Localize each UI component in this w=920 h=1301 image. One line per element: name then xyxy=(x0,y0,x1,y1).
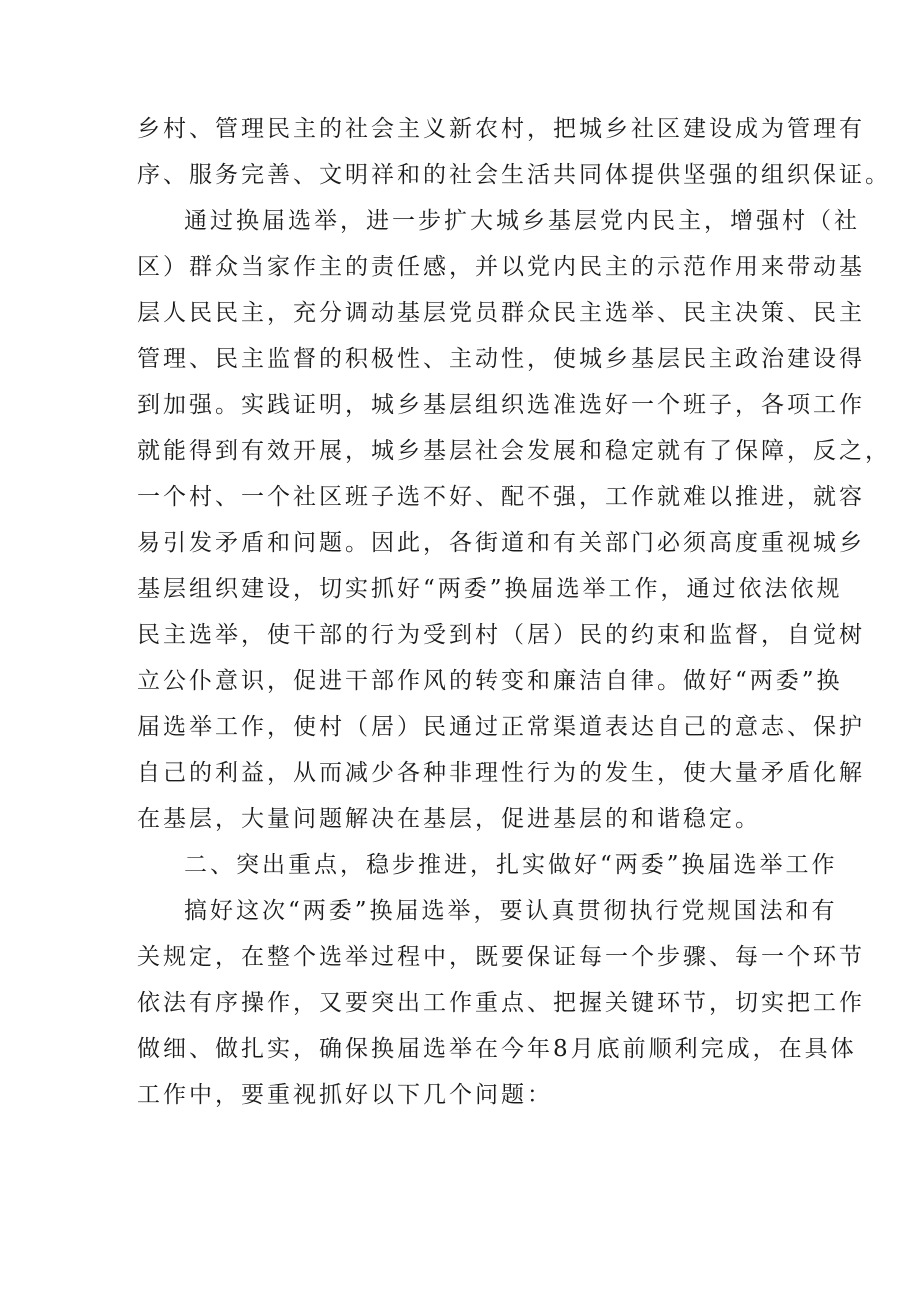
text-line: 基层组织建设，切实抓好“两委”换届选举工作，通过依法依规 xyxy=(137,576,843,602)
paragraph-start-line: 通过换届选举，进一步扩大城乡基层党内民主，增强村（社 xyxy=(184,208,860,234)
body-text xyxy=(137,106,891,1118)
text-line: 关规定，在整个选举过程中，既要保证每一个步骤、每一个环节 xyxy=(137,944,865,970)
text-line: 到加强。实践证明，城乡基层组织选准选好一个班子，各项工作 xyxy=(137,392,865,418)
paragraph-start-line: 搞好这次“两委”换届选举，要认真贯彻执行党规国法和有 xyxy=(184,898,838,924)
text-line: 区）群众当家作主的责任感，并以党内民主的示范作用来带动基 xyxy=(137,254,865,280)
text-line: 就能得到有效开展，城乡基层社会发展和稳定就有了保障，反之， xyxy=(137,438,891,464)
text-line: 自己的利益，从而减少各种非理性行为的发生，使大量矛盾化解 xyxy=(137,760,865,786)
text-line: 在基层，大量问题解决在基层，促进基层的和谐稳定。 xyxy=(137,806,761,832)
text-line: 做细、做扎实，确保换届选举在今年8月底前顺利完成，在具体 xyxy=(137,1036,857,1062)
text-line: 管理、民主监督的积极性、主动性，使城乡基层民主政治建设得 xyxy=(137,346,865,372)
text-line: 立公仆意识，促进干部作风的转变和廉洁自律。做好“两委”换 xyxy=(137,668,843,694)
text-line: 一个村、一个社区班子选不好、配不强，工作就难以推进，就容 xyxy=(137,484,865,510)
text-line: 乡村、管理民主的社会主义新农村，把城乡社区建设成为管理有 xyxy=(137,116,865,142)
text-line: 层人民民主，充分调动基层党员群众民主选举、民主决策、民主 xyxy=(137,300,865,326)
text-line: 依法有序操作，又要突出工作重点、把握关键环节，切实把工作 xyxy=(137,990,865,1016)
text-line: 序、服务完善、文明祥和的社会生活共同体提供坚强的组织保证。 xyxy=(137,162,891,188)
text-line: 届选举工作，使村（居）民通过正常渠道表达自己的意志、保护 xyxy=(137,714,865,740)
text-line: 易引发矛盾和问题。因此，各街道和有关部门必须高度重视城乡 xyxy=(137,530,865,556)
section-heading: 二、突出重点，稳步推进，扎实做好“两委”换届选举工作 xyxy=(184,852,838,878)
text-line: 民主选举，使干部的行为受到村（居）民的约束和监督，自觉树 xyxy=(137,622,865,648)
text-line: 工作中，要重视抓好以下几个问题： xyxy=(137,1082,553,1108)
